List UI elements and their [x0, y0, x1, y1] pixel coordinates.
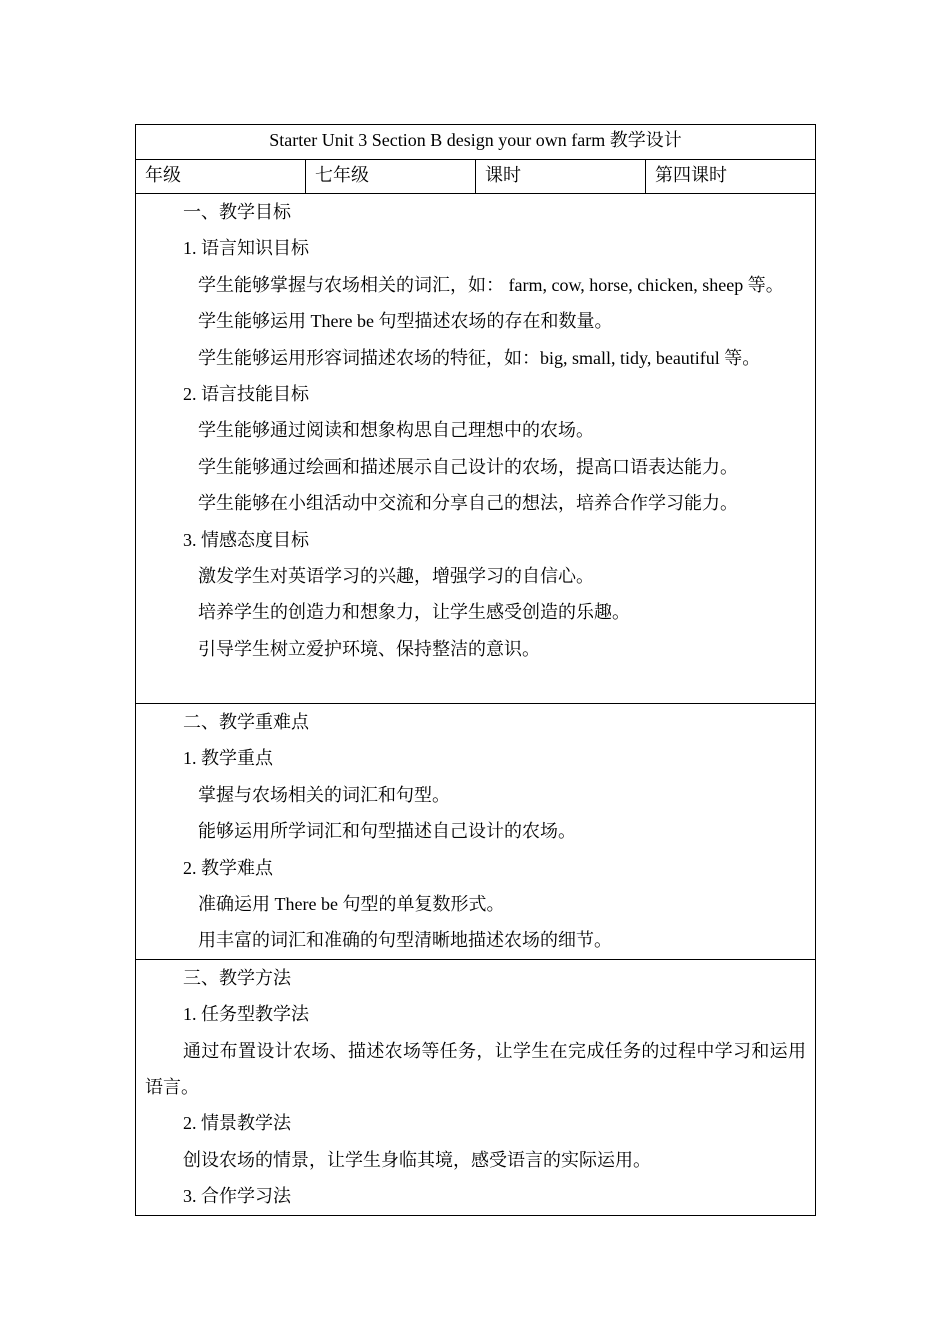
paragraph: 学生能够在小组活动中交流和分享自己的想法，培养合作学习能力。 — [198, 493, 738, 514]
paragraph: 通过布置设计农场、描述农场等任务，让学生在完成任务的过程中学习和运用语言。 — [145, 1040, 807, 1098]
paragraph: 引导学生树立爱护环境、保持整洁的意识。 — [198, 638, 540, 659]
subheading: 2. 情景教学法 — [183, 1113, 291, 1134]
period-label: 课时 — [476, 160, 646, 194]
paragraph: 学生能够通过绘画和描述展示自己设计的农场，提高口语表达能力。 — [198, 456, 738, 477]
objectives-section — [136, 194, 816, 704]
methods-row — [136, 959, 816, 1215]
subheading: 1. 语言知识目标 — [183, 238, 309, 259]
subheading: 2. 语言技能目标 — [183, 384, 309, 405]
subheading: 1. 教学重点 — [183, 748, 273, 769]
paragraph: 激发学生对英语学习的兴趣，增强学习的自信心。 — [198, 566, 594, 587]
key-points-row — [136, 704, 816, 960]
paragraph: 掌握与农场相关的词汇和句型。 — [198, 784, 450, 805]
paragraph: 学生能够通过阅读和想象构思自己理想中的农场。 — [198, 420, 594, 441]
subheading: 1. 任务型教学法 — [183, 1004, 309, 1025]
methods-section — [136, 959, 816, 1215]
section-heading: 二、教学重难点 — [183, 712, 309, 732]
period-value: 第四课时 — [646, 160, 816, 194]
paragraph: 学生能够掌握与农场相关的词汇，如： farm, cow, horse, chicken, sheep 等。 — [198, 274, 784, 295]
info-row — [136, 160, 816, 194]
paragraph: 用丰富的词汇和准确的句型清晰地描述农场的细节。 — [198, 930, 612, 951]
section-heading: 一、教学目标 — [183, 202, 291, 222]
lesson-plan-table — [135, 124, 816, 1216]
paragraph: 学生能够运用 There be 句型描述农场的存在和数量。 — [198, 311, 613, 332]
document-title: Starter Unit 3 Section B design your own farm 教学设计 — [136, 125, 816, 160]
subheading: 3. 情感态度目标 — [183, 529, 309, 550]
grade-value: 七年级 — [306, 160, 476, 194]
subheading: 3. 合作学习法 — [183, 1186, 291, 1207]
paragraph: 创设农场的情景，让学生身临其境，感受语言的实际运用。 — [183, 1149, 651, 1170]
subheading: 2. 教学难点 — [183, 857, 273, 878]
paragraph: 准确运用 There be 句型的单复数形式。 — [198, 894, 505, 915]
title-row — [136, 125, 816, 160]
paragraph: 能够运用所学词汇和句型描述自己设计的农场。 — [198, 821, 576, 842]
grade-label: 年级 — [136, 160, 306, 194]
objectives-row — [136, 194, 816, 704]
section-heading: 三、教学方法 — [183, 967, 291, 988]
key-points-section — [136, 704, 816, 960]
paragraph: 学生能够运用形容词描述农场的特征，如：big, small, tidy, beautiful 等。 — [198, 347, 761, 368]
paragraph: 培养学生的创造力和想象力，让学生感受创造的乐趣。 — [198, 602, 630, 623]
